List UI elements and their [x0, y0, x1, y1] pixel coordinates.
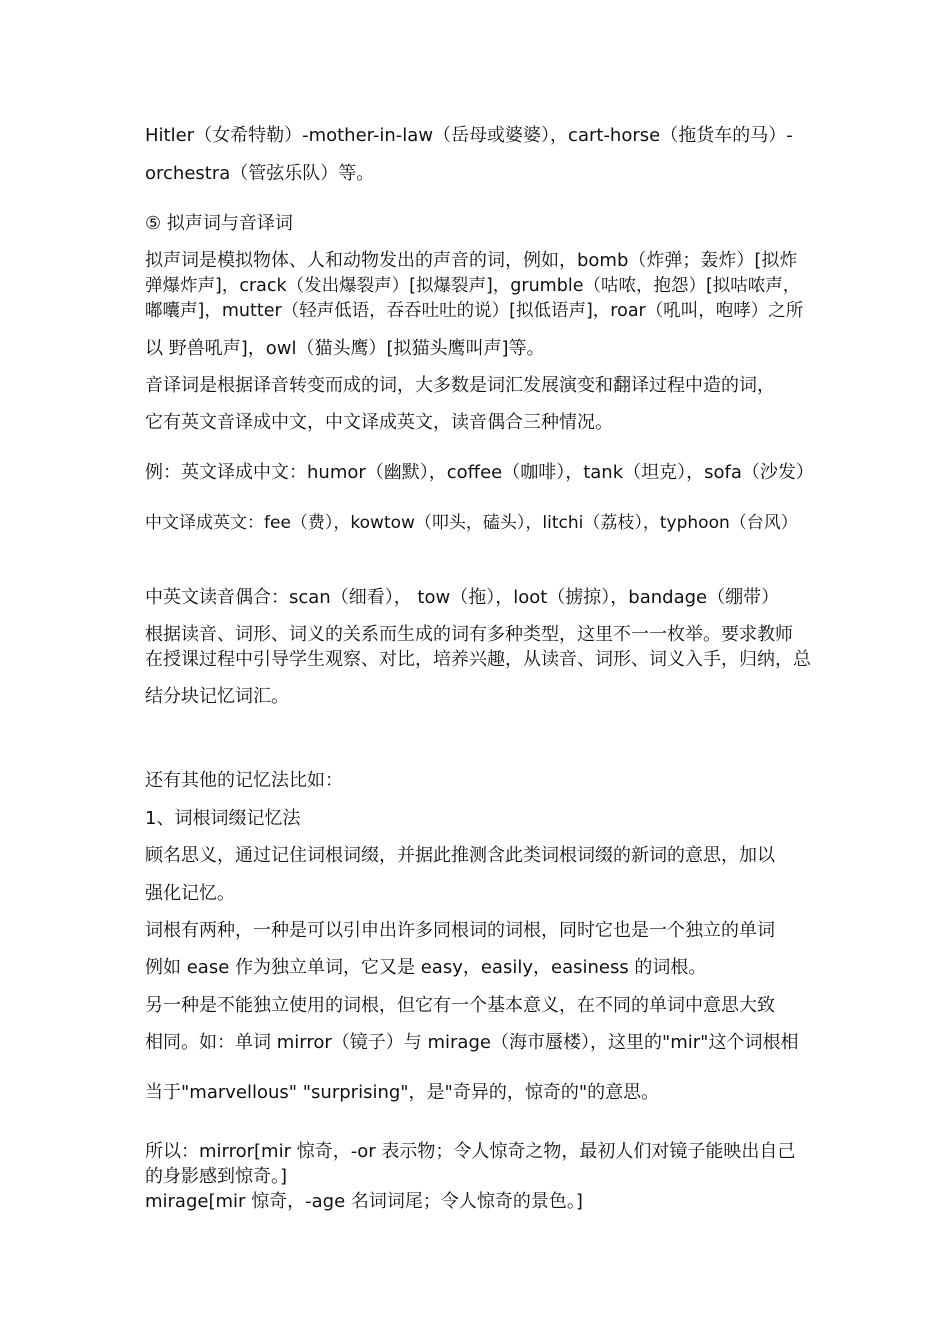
- text-line: 中英文读音偶合：scan（细看）， tow（拖），loot（掳掠），bandage（绷带）: [145, 587, 780, 608]
- text-line: 音译词是根据译音转变而成的词，大多数是词汇发展演变和翻译过程中造的词，: [145, 375, 775, 396]
- text-line: 以 野兽吼声]，owl（猫头鹰）[拟猫头鹰叫声]等。: [145, 338, 545, 359]
- text-line: 相同。如：单词 mirror（镜子）与 mirage（海市蜃楼），这里的"mir"这个词根相: [145, 1032, 799, 1053]
- text-line: 的身影感到惊奇。]: [145, 1166, 288, 1187]
- text-line: 根据读音、词形、词义的关系而生成的词有多种类型，这里不一一枚举。要求教师: [145, 624, 793, 645]
- section-heading: 1、词根词缀记忆法: [145, 808, 301, 829]
- text-line: Hitler（女希特勒）-mother-in-law（岳母或婆婆），cart-horse（拖货车的马）-: [145, 125, 793, 146]
- text-line: 所以：mirror[mir 惊奇，-or 表示物；令人惊奇之物，最初人们对镜子能映出自己: [145, 1141, 796, 1162]
- text-line: 另一种是不能独立使用的词根，但它有一个基本意义，在不同的单词中意思大致: [145, 995, 775, 1016]
- text-line: 拟声词是模拟物体、人和动物发出的声音的词，例如，bomb（炸弹；轰炸）[拟炸: [145, 250, 798, 271]
- text-line: orchestra（管弦乐队）等。: [145, 163, 375, 184]
- text-line: 中文译成英文：fee（费），kowtow（叩头，磕头），litchi（荔枝），typhoon（台风）: [145, 513, 798, 533]
- text-line: 嘟囔声]，mutter（轻声低语，吞吞吐吐的说）[拟低语声]，roar（吼叫，咆哮）之所: [145, 301, 804, 321]
- text-line: 当于"marvellous" "surprising"，是"奇异的，惊奇的"的意思。: [145, 1082, 660, 1103]
- section-heading: ⑤ 拟声词与音译词: [145, 213, 293, 234]
- text-line: mirage[mir 惊奇，-age 名词词尾；令人惊奇的景色。]: [145, 1191, 583, 1212]
- text-line: 结分块记忆词汇。: [145, 686, 289, 707]
- text-line: 强化记忆。: [145, 883, 235, 904]
- text-line: 它有英文音译成中文，中文译成英文，读音偶合三种情况。: [145, 412, 613, 433]
- text-line: 词根有两种，一种是可以引申出许多同根词的词根，同时它也是一个独立的单词: [145, 920, 775, 941]
- text-line: 在授课过程中引导学生观察、对比，培养兴趣，从读音、词形、词义入手，归纳，总: [145, 649, 811, 670]
- text-line: 弹爆炸声]，crack（发出爆裂声）[拟爆裂声]，grumble（咕哝，抱怨）[拟咕哝声，: [145, 276, 801, 296]
- text-line: 顾名思义，通过记住词根词缀，并据此推测含此类词根词缀的新词的意思，加以: [145, 845, 775, 866]
- text-line: 例如 ease 作为独立单词，它又是 easy，easily，easiness 的词根。: [145, 957, 707, 978]
- text-line: 还有其他的记忆法比如：: [145, 770, 343, 791]
- text-line: 例：英文译成中文：humor（幽默），coffee（咖啡），tank（坦克），sofa（沙发）: [145, 462, 814, 483]
